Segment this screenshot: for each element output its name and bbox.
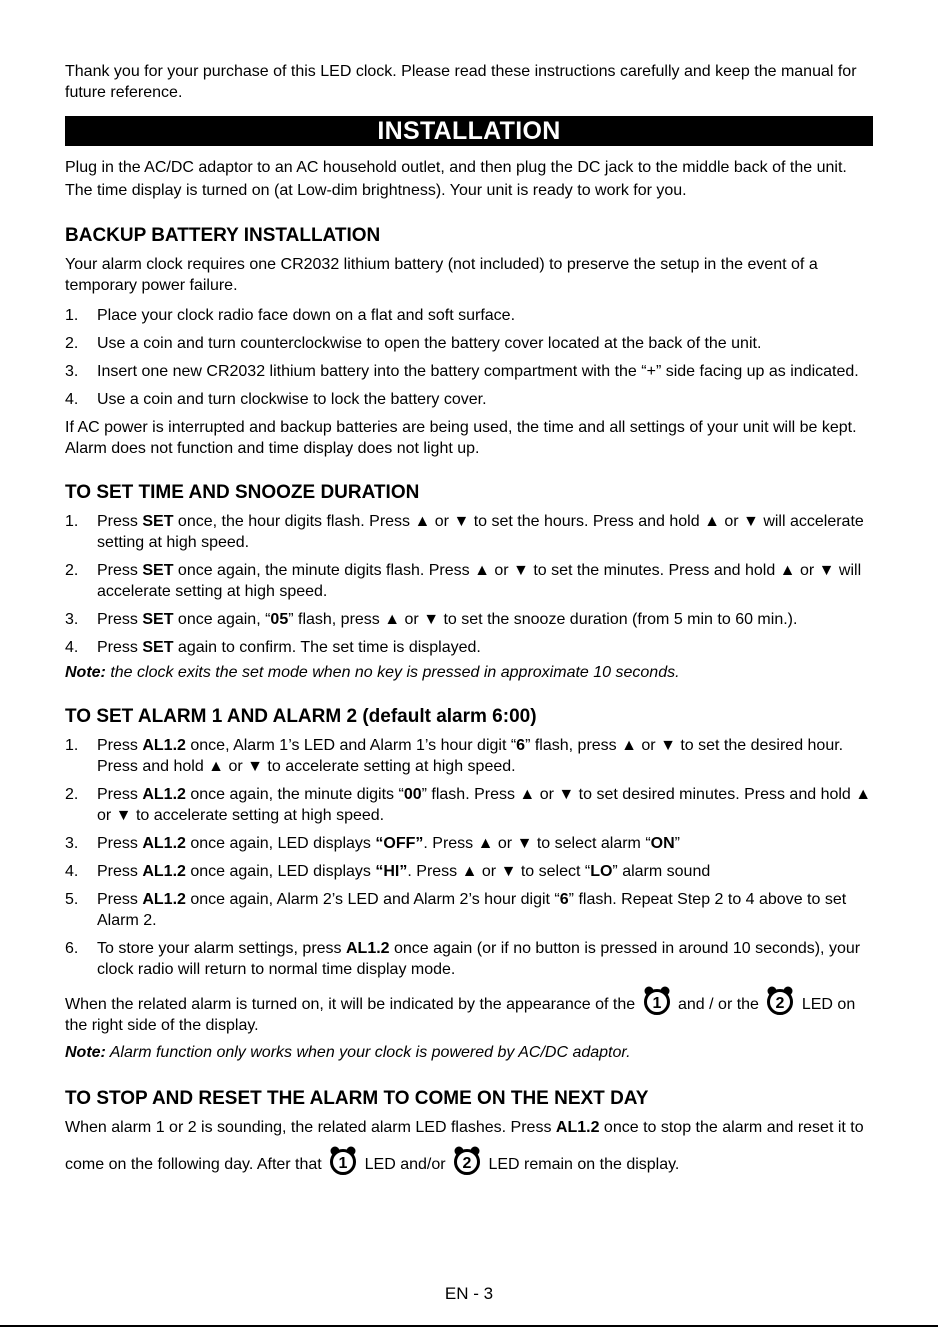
al-key-label: AL1.2 <box>142 786 186 803</box>
step-text: Use a coin and turn counterclockwise to open the battery cover located at the back of the unit. <box>97 335 762 352</box>
svg-text:1: 1 <box>338 1155 348 1172</box>
step-number: 3. <box>65 835 79 852</box>
backup-intro: Your alarm clock requires one CR2032 lithium battery (not included) to preserve the setup in the event of a temporary power failure. <box>65 256 818 294</box>
intro-paragraph: Thank you for your purchase of this LED clock. Please read these instructions carefully and keep the manual for future reference. <box>65 63 857 101</box>
manual-page <box>65 61 873 1182</box>
svg-text:1: 1 <box>652 995 662 1012</box>
al-key-label: AL1.2 <box>142 737 186 754</box>
step-number: 4. <box>65 639 79 656</box>
note-label: Note: <box>65 1044 106 1061</box>
page-number: EN - 3 <box>444 1284 494 1303</box>
set-key-label: SET <box>142 639 174 656</box>
list-item <box>65 889 873 931</box>
installation-banner: INSTALLATION <box>65 116 873 146</box>
step-text: Press SET once again, the minute digits flash. Press ▲ or ▼ to set the minutes. Press and hold ▲ or ▼ will accelerate setting at high speed. <box>97 562 862 600</box>
step-number: 1. <box>65 737 79 754</box>
list-item <box>65 333 873 354</box>
list-item <box>65 784 873 826</box>
svg-text:2: 2 <box>775 995 785 1012</box>
set-time-note: Note: the clock exits the set mode when no key is pressed in approximate 10 seconds. <box>65 664 680 681</box>
step-text: Press AL1.2 once again, the minute digits “00” flash. Press ▲ or ▼ to set desired minutes. Press and hold ▲ or ▼ to accelerate setting at high speed. <box>97 786 872 824</box>
list-item <box>65 511 873 553</box>
stop-alarm-heading: TO STOP AND RESET THE ALARM TO COME ON THE NEXT DAY <box>65 1088 649 1109</box>
al-key-label: AL1.2 <box>142 863 186 880</box>
alarm-1-icon <box>328 1145 358 1175</box>
step-text: Insert one new CR2032 lithium battery into the battery compartment with the “+” side facing up as indicated. <box>97 363 859 380</box>
svg-text:2: 2 <box>462 1155 472 1172</box>
list-item <box>65 609 873 630</box>
note-label: Note: <box>65 664 106 681</box>
list-item <box>65 735 873 777</box>
step-text: Press AL1.2 once again, LED displays “OFF”. Press ▲ or ▼ to select alarm “ON” <box>97 835 680 852</box>
list-item <box>65 938 873 980</box>
step-text: To store your alarm settings, press AL1.2 once again (or if no button is pressed in around 10 seconds), your clock radio will return to normal time display mode. <box>97 940 861 978</box>
snooze-value: 05 <box>270 611 289 628</box>
backup-steps <box>65 305 873 410</box>
step-text: Press SET once again, “05” flash, press ▲ or ▼ to set the snooze duration (from 5 min to 60 min.). <box>97 611 798 628</box>
set-time-steps <box>65 511 873 658</box>
list-item <box>65 305 873 326</box>
al-key-label: AL1.2 <box>345 940 390 957</box>
alarm-1-icon <box>642 985 672 1015</box>
al-key-label: AL1.2 <box>142 891 186 908</box>
step-number: 1. <box>65 513 79 530</box>
stop-alarm-text: When alarm 1 or 2 is sounding, the related alarm LED flashes. Press AL1.2 once to stop the alarm and reset it to come on the following day. After that 1 LED and/or 2 LED remain on the display. <box>65 1119 864 1173</box>
alarm-2-icon <box>452 1145 482 1175</box>
list-item <box>65 560 873 602</box>
alarm-2-icon <box>765 985 795 1015</box>
set-time-heading: TO SET TIME AND SNOOZE DURATION <box>65 482 420 503</box>
list-item <box>65 861 873 882</box>
step-number: 3. <box>65 363 79 380</box>
list-item <box>65 361 873 382</box>
step-number: 3. <box>65 611 79 628</box>
step-text: Press SET once, the hour digits flash. Press ▲ or ▼ to set the hours. Press and hold ▲ or ▼ will accelerate setting at high speed. <box>97 513 864 551</box>
step-text: Press AL1.2 once, Alarm 1’s LED and Alarm 1’s hour digit “6” flash, press ▲ or ▼ to set the desired hour. Press and hold ▲ or ▼ to accelerate setting at high speed. <box>97 737 844 775</box>
step-number: 4. <box>65 391 79 408</box>
alarm-indicator-text: When the related alarm is turned on, it will be indicated by the appearance of the 1 and / or the 2 LED on the right side of the display. <box>65 985 873 1036</box>
step-number: 5. <box>65 891 79 908</box>
set-key-label: SET <box>142 513 174 530</box>
set-key-label: SET <box>142 562 174 579</box>
set-alarm-heading: TO SET ALARM 1 AND ALARM 2 (default alarm 6:00) <box>65 706 537 727</box>
list-item <box>65 637 873 658</box>
installation-text: Plug in the AC/DC adaptor to an AC household outlet, and then plug the DC jack to the middle back of the unit. The time display is turned on (at Low-dim brightness). Your unit is ready to work for you. <box>65 159 847 199</box>
set-alarm-steps <box>65 735 873 980</box>
list-item <box>65 389 873 410</box>
step-text: Place your clock radio face down on a flat and soft surface. <box>97 307 516 324</box>
backup-outro: If AC power is interrupted and backup batteries are being used, the time and all settings of your unit will be kept. Alarm does not function and time display does not light up. <box>65 419 857 457</box>
step-text: Press SET again to confirm. The set time is displayed. <box>97 639 481 656</box>
bottom-rule <box>0 1325 938 1327</box>
step-number: 2. <box>65 335 79 352</box>
step-text: Press AL1.2 once again, Alarm 2’s LED and Alarm 2’s hour digit “6” flash. Repeat Step 2 to 4 above to set Alarm 2. <box>97 891 847 929</box>
list-item <box>65 833 873 854</box>
step-text: Press AL1.2 once again, LED displays “HI”. Press ▲ or ▼ to select “LO” alarm sound <box>97 863 711 880</box>
step-number: 2. <box>65 562 79 579</box>
backup-heading: BACKUP BATTERY INSTALLATION <box>65 225 381 246</box>
set-alarm-note: Note: Alarm function only works when your clock is powered by AC/DC adaptor. <box>65 1044 631 1061</box>
al-key-label: AL1.2 <box>555 1119 600 1136</box>
step-number: 1. <box>65 307 79 324</box>
step-number: 4. <box>65 863 79 880</box>
step-text: Use a coin and turn clockwise to lock the battery cover. <box>97 391 487 408</box>
step-number: 2. <box>65 786 79 803</box>
step-number: 6. <box>65 940 79 957</box>
set-key-label: SET <box>142 611 174 628</box>
al-key-label: AL1.2 <box>142 835 186 852</box>
